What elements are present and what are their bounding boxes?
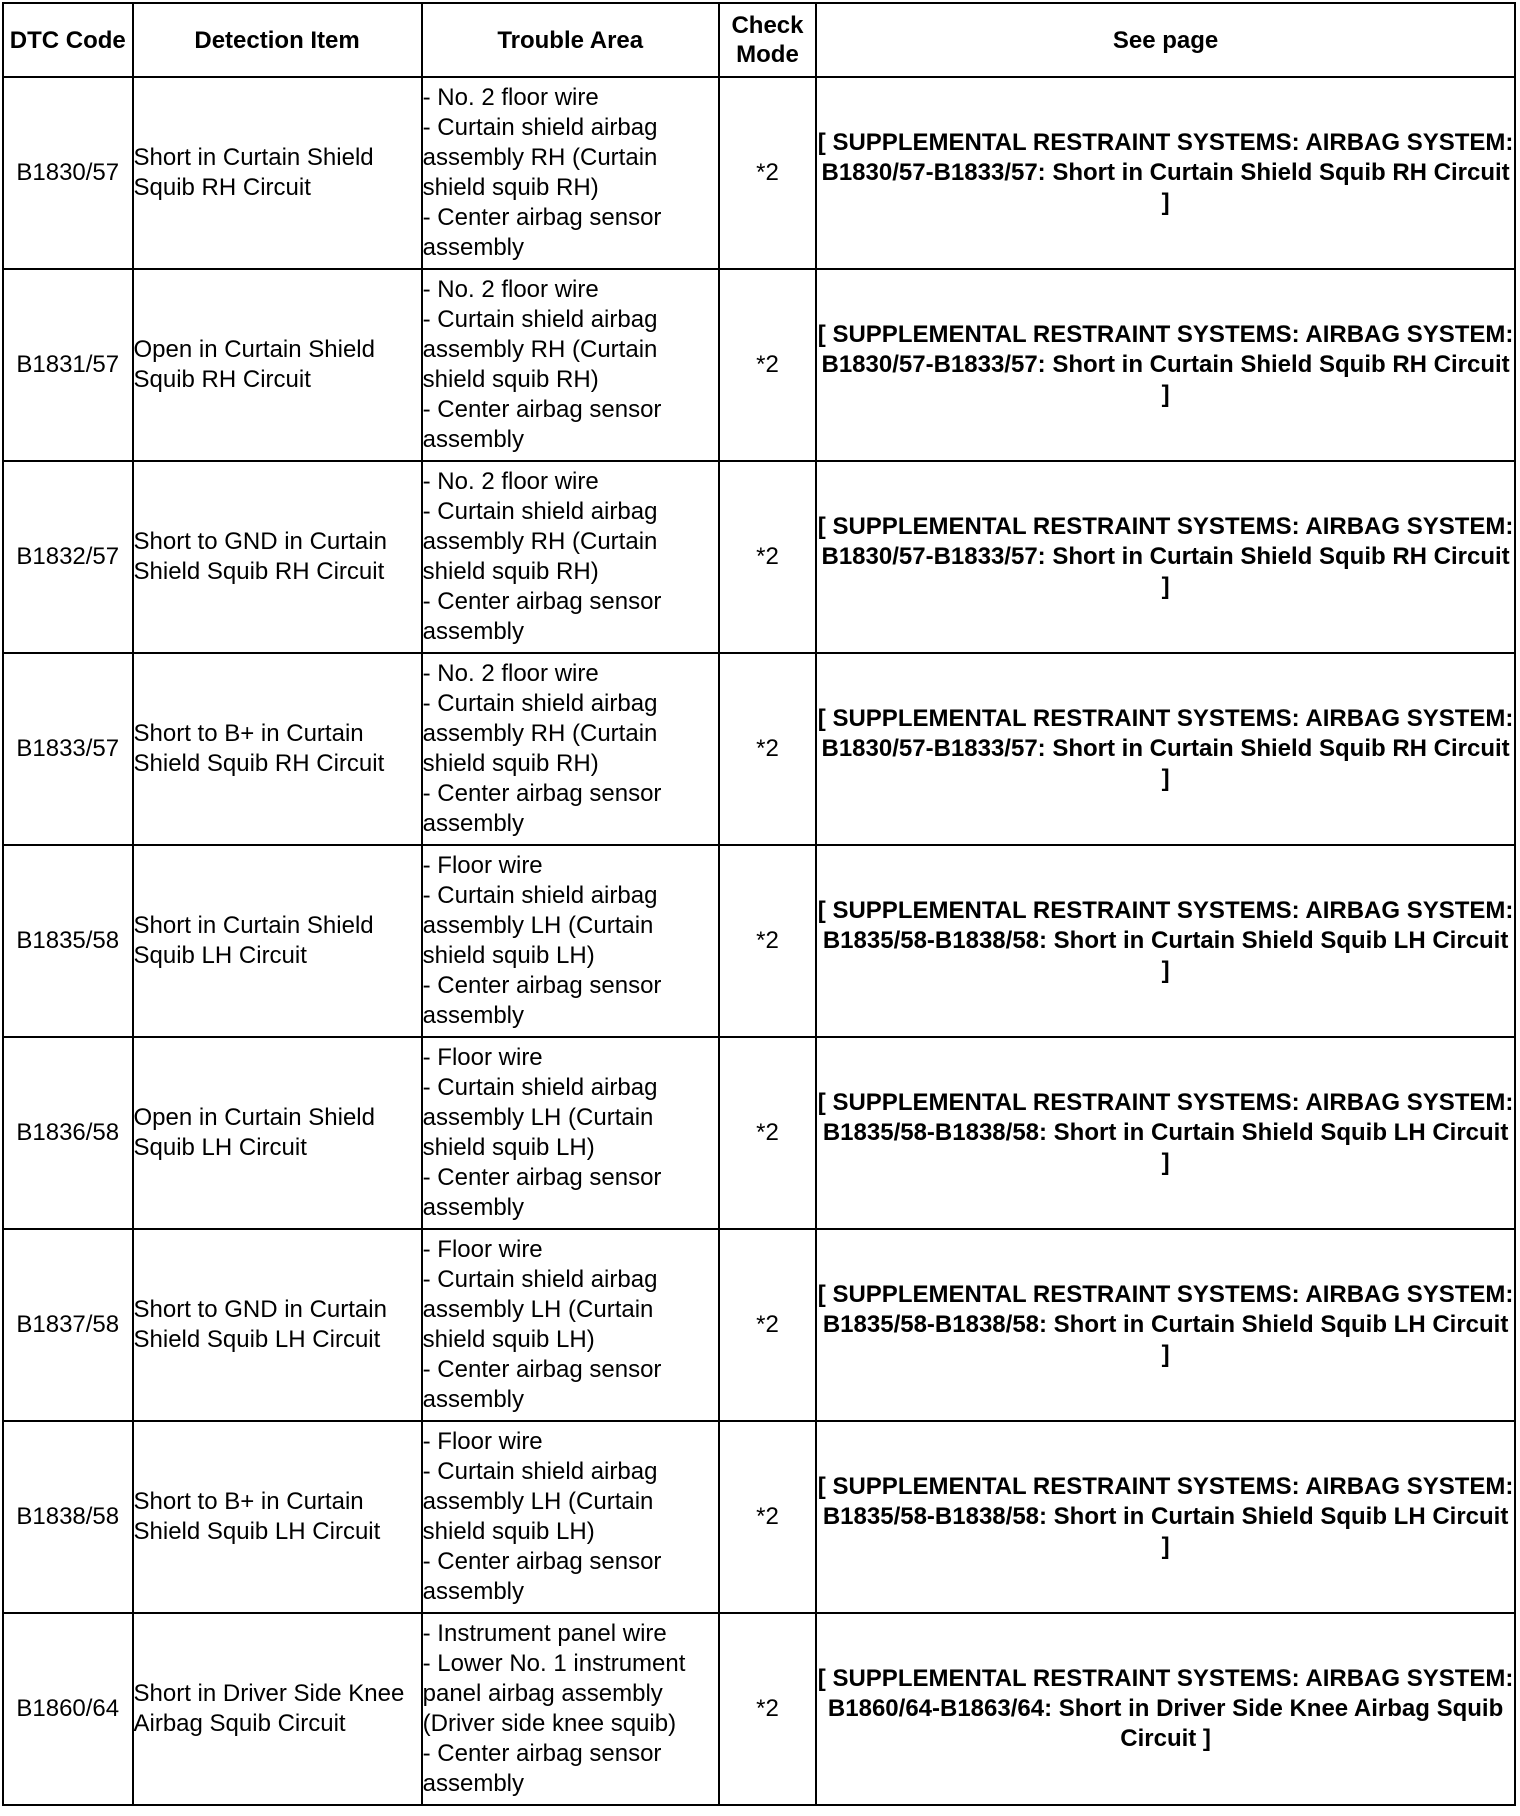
- see-page-link[interactable]: [ SUPPLEMENTAL RESTRAINT SYSTEMS: AIRBAG SYSTEM: B1835/58-B1838/58: Short in Curtain Shield Squib LH Circuit ]: [816, 1229, 1515, 1421]
- dtc-code-cell: B1860/64: [3, 1613, 133, 1805]
- trouble-area-line: - No. 2 floor wire: [422, 84, 599, 111]
- see-page-link[interactable]: [ SUPPLEMENTAL RESTRAINT SYSTEMS: AIRBAG SYSTEM: B1830/57-B1833/57: Short in Curtain Shield Squib RH Circuit ]: [816, 653, 1515, 845]
- detection-item-cell: Open in Curtain Shield Squib RH Circuit: [133, 269, 422, 461]
- detection-item-cell: Short to GND in Curtain Shield Squib RH Circuit: [133, 461, 422, 653]
- detection-item-cell: Short in Driver Side Knee Airbag Squib Circuit: [133, 1613, 422, 1805]
- trouble-area-line: - Center airbag sensor assembly: [422, 1356, 662, 1413]
- detection-item-cell: Short to B+ in Curtain Shield Squib LH Circuit: [133, 1421, 422, 1613]
- see-page-link[interactable]: [ SUPPLEMENTAL RESTRAINT SYSTEMS: AIRBAG SYSTEM: B1830/57-B1833/57: Short in Curtain Shield Squib RH Circuit ]: [816, 77, 1515, 269]
- check-mode-cell: *2: [719, 845, 816, 1037]
- detection-item-cell: Short in Curtain Shield Squib LH Circuit: [133, 845, 422, 1037]
- see-page-link[interactable]: [ SUPPLEMENTAL RESTRAINT SYSTEMS: AIRBAG SYSTEM: B1860/64-B1863/64: Short in Driver Side Knee Airbag Squib Circuit ]: [816, 1613, 1515, 1805]
- trouble-area-line: - Curtain shield airbag assembly RH (Curtain shield squib RH): [422, 690, 658, 777]
- check-mode-cell: *2: [719, 1421, 816, 1613]
- table-row: [3, 461, 1515, 653]
- table-row: [3, 845, 1515, 1037]
- check-mode-cell: *2: [719, 1613, 816, 1805]
- dtc-table: [2, 2, 1516, 1806]
- table-row: [3, 269, 1515, 461]
- detection-item-cell: Short in Curtain Shield Squib RH Circuit: [133, 77, 422, 269]
- trouble-area-line: - Center airbag sensor assembly: [422, 972, 662, 1029]
- header-dtc-code: DTC Code: [3, 3, 133, 77]
- trouble-area-line: - Center airbag sensor assembly: [422, 1740, 662, 1797]
- trouble-area-cell: [422, 461, 719, 653]
- trouble-area-line: - No. 2 floor wire: [422, 660, 599, 687]
- trouble-area-line: - Center airbag sensor assembly: [422, 780, 662, 837]
- trouble-area-line: - No. 2 floor wire: [422, 276, 599, 303]
- trouble-area-cell: [422, 1421, 719, 1613]
- detection-item-cell: Short to B+ in Curtain Shield Squib RH Circuit: [133, 653, 422, 845]
- trouble-area-line: - Curtain shield airbag assembly LH (Curtain shield squib LH): [422, 1074, 658, 1161]
- check-mode-cell: *2: [719, 653, 816, 845]
- trouble-area-line: - Center airbag sensor assembly: [422, 1548, 662, 1605]
- trouble-area-line: - Curtain shield airbag assembly LH (Curtain shield squib LH): [422, 1458, 658, 1545]
- check-mode-cell: *2: [719, 77, 816, 269]
- trouble-area-line: - Center airbag sensor assembly: [422, 396, 662, 453]
- see-page-link[interactable]: [ SUPPLEMENTAL RESTRAINT SYSTEMS: AIRBAG SYSTEM: B1830/57-B1833/57: Short in Curtain Shield Squib RH Circuit ]: [816, 269, 1515, 461]
- trouble-area-line: - Curtain shield airbag assembly LH (Curtain shield squib LH): [422, 1266, 658, 1353]
- dtc-code-cell: B1832/57: [3, 461, 133, 653]
- table-row: [3, 77, 1515, 269]
- see-page-link[interactable]: [ SUPPLEMENTAL RESTRAINT SYSTEMS: AIRBAG SYSTEM: B1835/58-B1838/58: Short in Curtain Shield Squib LH Circuit ]: [816, 1421, 1515, 1613]
- trouble-area-line: - Curtain shield airbag assembly RH (Curtain shield squib RH): [422, 114, 658, 201]
- detection-item-cell: Short to GND in Curtain Shield Squib LH Circuit: [133, 1229, 422, 1421]
- trouble-area-cell: [422, 77, 719, 269]
- see-page-link[interactable]: [ SUPPLEMENTAL RESTRAINT SYSTEMS: AIRBAG SYSTEM: B1835/58-B1838/58: Short in Curtain Shield Squib LH Circuit ]: [816, 845, 1515, 1037]
- dtc-table-page: [2, 2, 1516, 1806]
- trouble-area-line: - Center airbag sensor assembly: [422, 588, 662, 645]
- check-mode-cell: *2: [719, 1229, 816, 1421]
- table-row: [3, 1229, 1515, 1421]
- table-header-row: [3, 3, 1515, 77]
- trouble-area-line: - Center airbag sensor assembly: [422, 1164, 662, 1221]
- check-mode-cell: *2: [719, 269, 816, 461]
- check-mode-cell: *2: [719, 1037, 816, 1229]
- dtc-code-cell: B1833/57: [3, 653, 133, 845]
- trouble-area-cell: [422, 1037, 719, 1229]
- trouble-area-line: - Instrument panel wire: [422, 1620, 667, 1647]
- check-mode-cell: *2: [719, 461, 816, 653]
- trouble-area-line: - Curtain shield airbag assembly RH (Curtain shield squib RH): [422, 306, 658, 393]
- dtc-code-cell: B1836/58: [3, 1037, 133, 1229]
- dtc-code-cell: B1830/57: [3, 77, 133, 269]
- trouble-area-line: - Floor wire: [422, 1044, 543, 1071]
- trouble-area-line: - Curtain shield airbag assembly RH (Curtain shield squib RH): [422, 498, 658, 585]
- trouble-area-line: - Floor wire: [422, 852, 543, 879]
- table-row: [3, 653, 1515, 845]
- dtc-code-cell: B1835/58: [3, 845, 133, 1037]
- see-page-link[interactable]: [ SUPPLEMENTAL RESTRAINT SYSTEMS: AIRBAG SYSTEM: B1835/58-B1838/58: Short in Curtain Shield Squib LH Circuit ]: [816, 1037, 1515, 1229]
- detection-item-cell: Open in Curtain Shield Squib LH Circuit: [133, 1037, 422, 1229]
- trouble-area-line: - Floor wire: [422, 1236, 543, 1263]
- trouble-area-line: - Floor wire: [422, 1428, 543, 1455]
- dtc-code-cell: B1831/57: [3, 269, 133, 461]
- header-trouble-area: Trouble Area: [422, 3, 719, 77]
- header-check-mode: Check Mode: [719, 3, 816, 77]
- trouble-area-cell: [422, 269, 719, 461]
- table-row: [3, 1037, 1515, 1229]
- table-row: [3, 1613, 1515, 1805]
- trouble-area-line: - Curtain shield airbag assembly LH (Curtain shield squib LH): [422, 882, 658, 969]
- header-see-page: See page: [816, 3, 1515, 77]
- trouble-area-cell: [422, 1613, 719, 1805]
- dtc-code-cell: B1837/58: [3, 1229, 133, 1421]
- trouble-area-line: - No. 2 floor wire: [422, 468, 599, 495]
- trouble-area-cell: [422, 845, 719, 1037]
- see-page-link[interactable]: [ SUPPLEMENTAL RESTRAINT SYSTEMS: AIRBAG SYSTEM: B1830/57-B1833/57: Short in Curtain Shield Squib RH Circuit ]: [816, 461, 1515, 653]
- table-row: [3, 1421, 1515, 1613]
- trouble-area-cell: [422, 653, 719, 845]
- header-detection-item: Detection Item: [133, 3, 422, 77]
- trouble-area-line: - Center airbag sensor assembly: [422, 204, 662, 261]
- trouble-area-cell: [422, 1229, 719, 1421]
- trouble-area-line: - Lower No. 1 instrument panel airbag assembly (Driver side knee squib): [422, 1650, 686, 1737]
- dtc-code-cell: B1838/58: [3, 1421, 133, 1613]
